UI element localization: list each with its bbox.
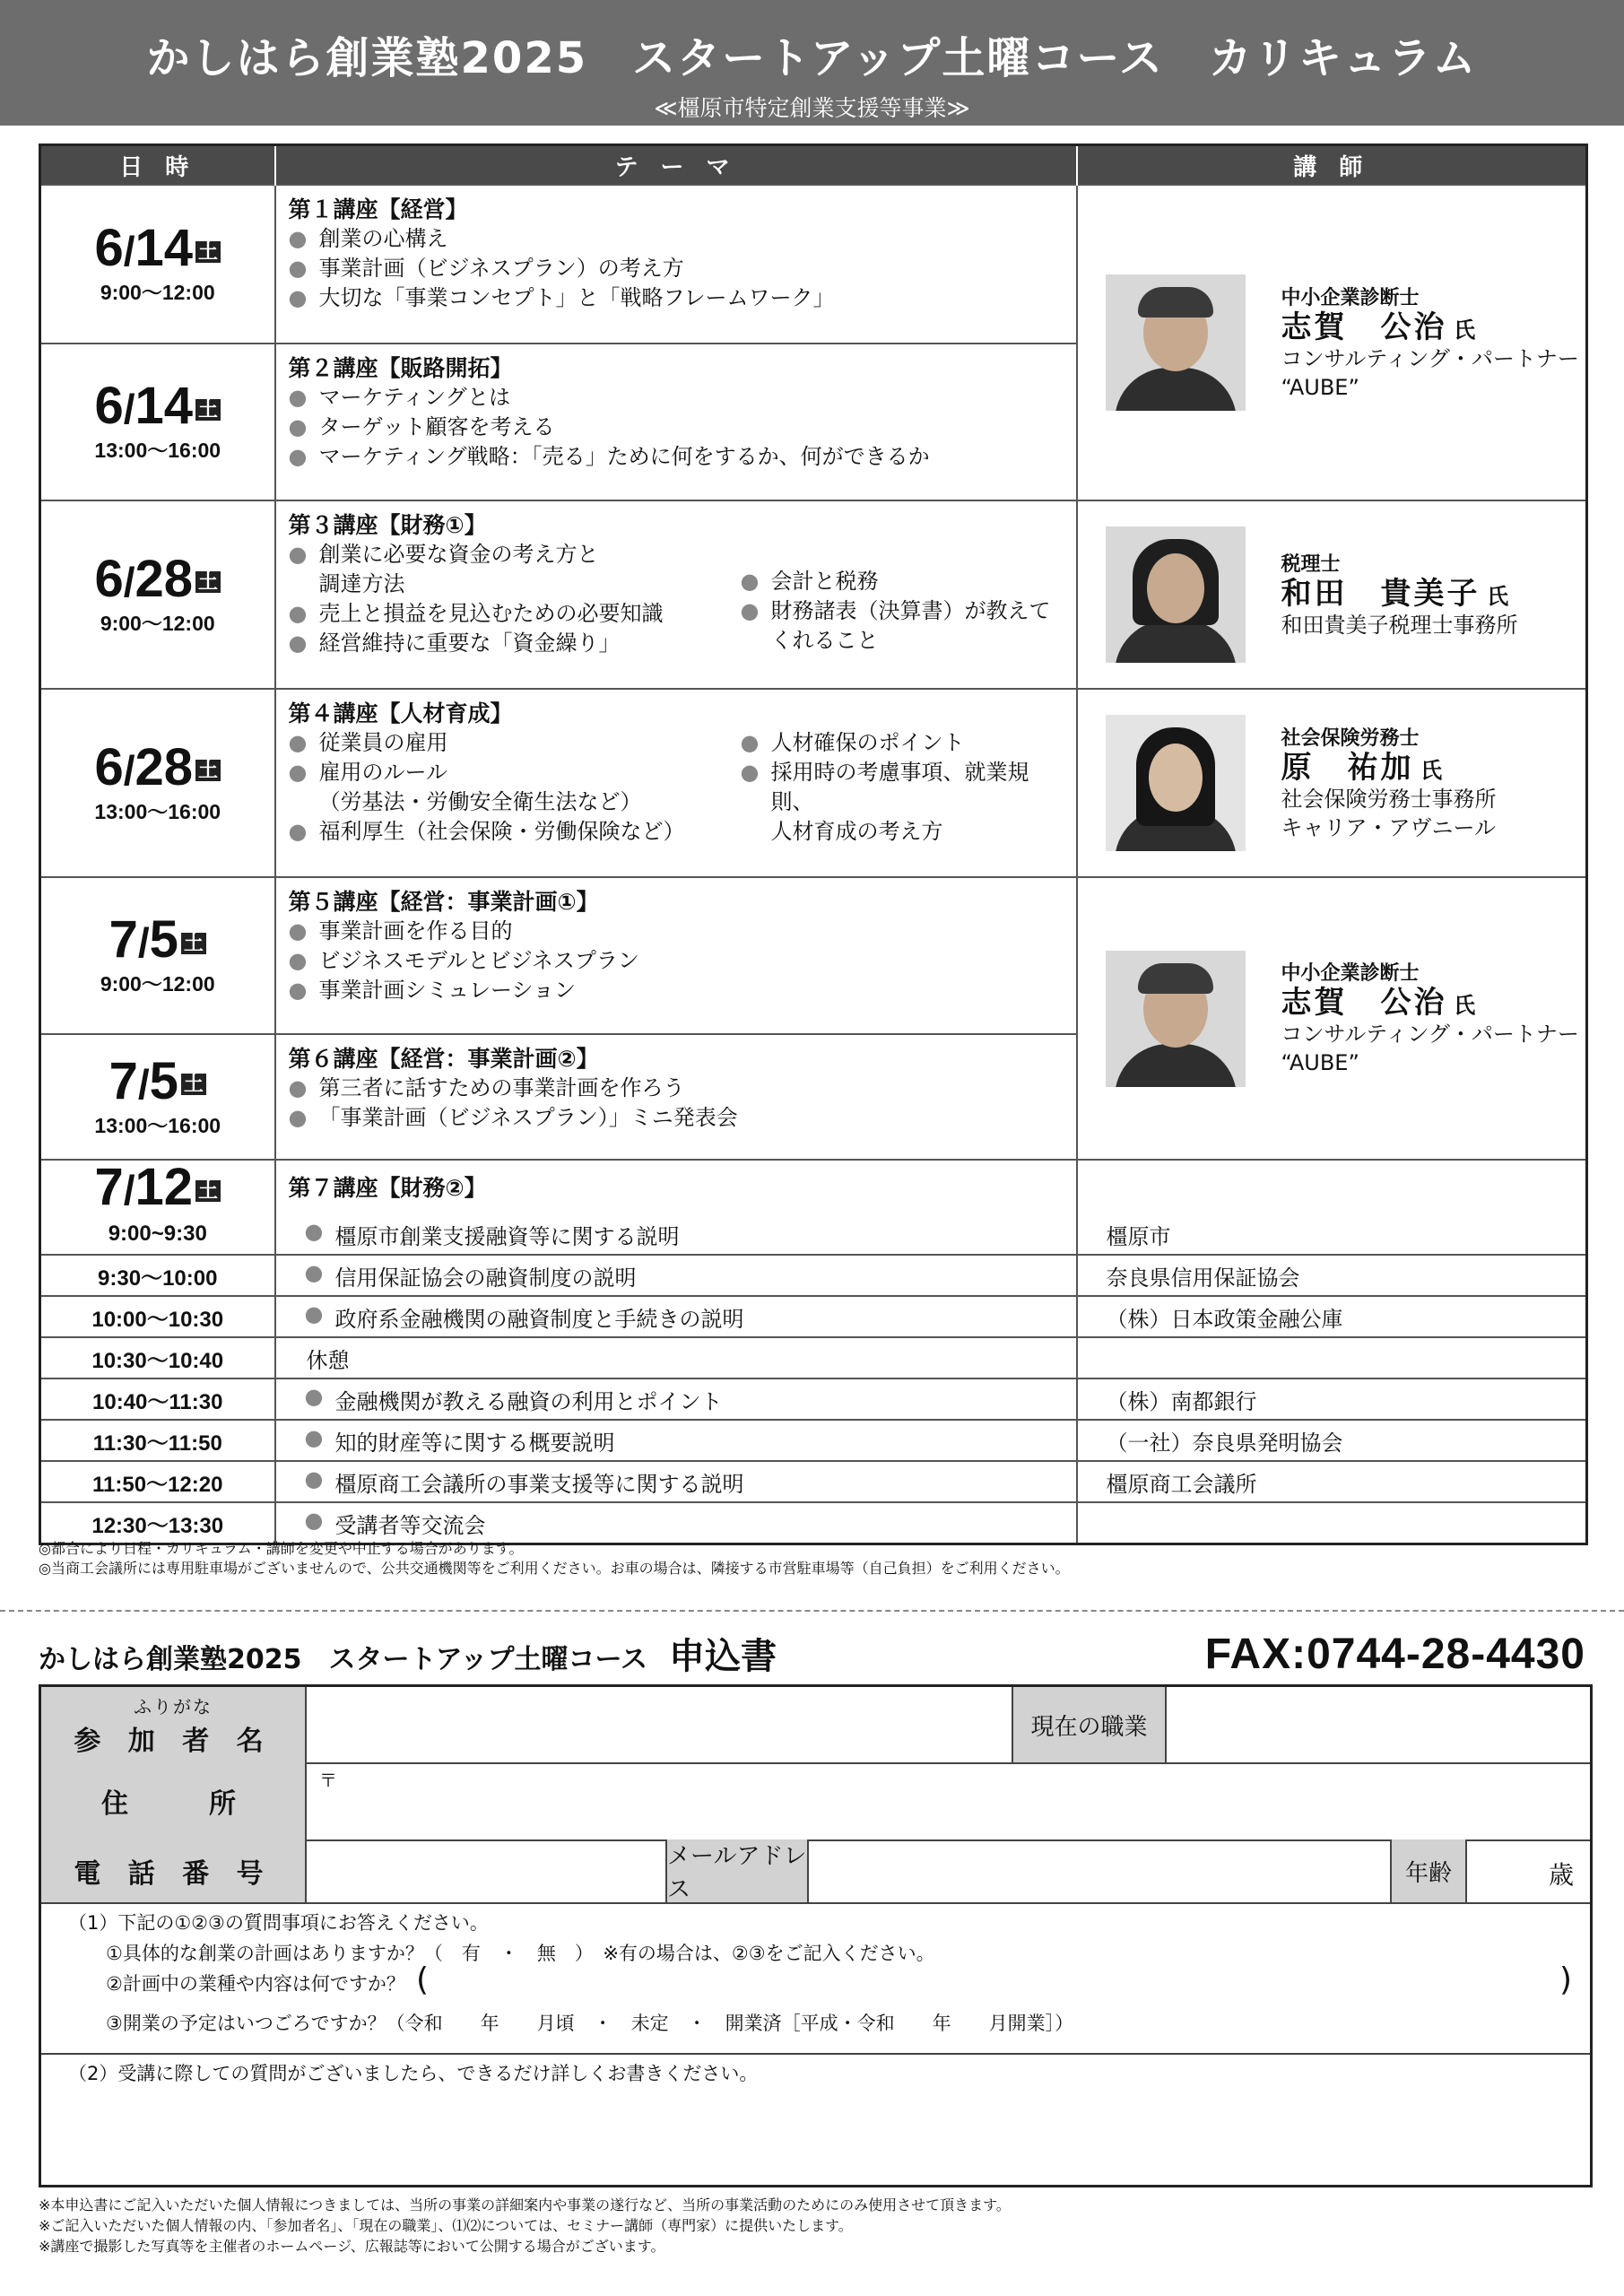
phone-row xyxy=(41,1839,1590,1904)
org-cell: （株）日本政策金融公庫 xyxy=(1077,1296,1587,1337)
business-content-field[interactable] xyxy=(436,1967,1548,1999)
session-title: 第２講座【販路開拓】 xyxy=(288,355,513,381)
list-item: ● 採用時の考慮事項、就業規則、 xyxy=(741,758,1064,817)
session-time: 9:00～12:00 xyxy=(100,281,215,304)
theme-cell: ● 政府系金融機関の融資制度と手続きの説明 xyxy=(275,1296,1077,1337)
list-item: ● 大切な「事業コンセプト」と「戦略フレームワーク」 xyxy=(289,283,1064,313)
list-item: ● 売上と損益を見込むための必要知識 xyxy=(289,599,741,629)
theme-cell: ● 知的財産等に関する概要説明 xyxy=(275,1420,1077,1461)
list-item: ● 会計と税務 xyxy=(741,567,1064,596)
time-cell: 9:00~9:30 xyxy=(40,1214,275,1255)
lecturer-role: 中小企業診断士 xyxy=(1281,962,1420,985)
lecturer-affiliation: “AUBE” xyxy=(1281,1050,1359,1075)
list-item: ● 創業に必要な資金の考え方と xyxy=(289,540,741,570)
list-item: ● 財務諸表（決算書）が教えて xyxy=(741,596,1064,626)
list-item: ● 福利厚生（社会保険・労働保険など） xyxy=(289,817,741,847)
time-cell: 10:00～10:30 xyxy=(40,1296,275,1337)
job-field[interactable] xyxy=(1167,1687,1590,1762)
note-line: ◎都合により日程・カリキュラム・講師を変更や中止する場合があります。 xyxy=(39,1540,524,1557)
time-cell: 10:30～10:40 xyxy=(40,1337,275,1378)
session-date: 6/14 土 9:00～12:00 xyxy=(40,185,275,344)
curriculum-notes xyxy=(39,1539,1070,1578)
session-theme xyxy=(275,185,1077,344)
lecturer-affiliation: 和田貴美子税理士事務所 xyxy=(1281,612,1518,638)
session-time: 9:00～12:00 xyxy=(100,611,215,635)
session-date: 6/14 土 13:00～16:00 xyxy=(40,344,275,500)
application-header xyxy=(39,1629,1585,1679)
lecturer-role: 税理士 xyxy=(1281,552,1341,576)
session-theme xyxy=(275,1034,1077,1160)
email-field[interactable] xyxy=(809,1839,1392,1902)
address-label: 住 所 xyxy=(41,1762,307,1839)
time-cell: 10:40～11:30 xyxy=(40,1378,275,1420)
session-time: 9:00～12:00 xyxy=(100,972,215,996)
question-1a: ①具体的な創業の計画はありますか？（ 有 ・ 無 ） ※有の場合は、②③をご記入ください。 xyxy=(106,1943,935,1964)
list-item: （労基法・労働安全衛生法など） xyxy=(318,789,642,814)
lecturer-cell: 社会保険労務士 原 祐加 氏 社会保険労務士事務所 キャリア・アヴニール xyxy=(1077,689,1587,877)
lecturer-affiliation: コンサルティング・パートナー xyxy=(1281,345,1579,371)
question-1b: ②計画中の業種や内容は何ですか？ xyxy=(106,1973,405,1995)
header-theme: テ ー マ xyxy=(275,145,1077,186)
session-theme xyxy=(275,500,1077,689)
question-1-block xyxy=(41,1902,1590,2055)
session-time: 13:00～16:00 xyxy=(94,799,221,823)
session-row xyxy=(40,689,1587,877)
lecturer-affiliation: 社会保険労務士事務所 xyxy=(1281,786,1497,812)
session-date: 6/28 土 13:00～16:00 xyxy=(40,689,275,877)
privacy-notes xyxy=(39,2195,1011,2257)
lecturer-affiliation: “AUBE” xyxy=(1281,374,1359,400)
session-date: 7/5 土 9:00～12:00 xyxy=(40,877,275,1034)
note-line: ※ご記入いただいた個人情報の内、「参加者名」、「現在の職業」、⑴⑵については、セミナー講師（専門家）に提供いたします。 xyxy=(39,2217,853,2234)
session-date: 7/12 土 xyxy=(40,1160,275,1214)
lecturer-role: 中小企業診断士 xyxy=(1281,286,1420,309)
session-row xyxy=(40,1160,1587,1214)
question-2-field[interactable] xyxy=(59,2092,1572,2175)
age-field[interactable] xyxy=(1467,1839,1590,1902)
question-2: （2）受講に際しての質問がございましたら、できるだけ詳しくお書きください。 xyxy=(68,2063,759,2084)
question-1c: ③開業の予定はいつごろですか？（令和 年 月頃 ・ 未定 ・ 開業済［平成・令和 年 月開業］） xyxy=(106,2013,1074,2034)
list-item: ● 従業員の雇用 xyxy=(289,728,741,758)
list-item: 人材育成の考え方 xyxy=(770,819,943,844)
list-item: くれること xyxy=(770,628,879,653)
session-theme xyxy=(275,344,1077,500)
session-title: 第５講座【経営：事業計画①】 xyxy=(288,889,599,915)
theme-cell: ● 信用保証協会の融資制度の説明 xyxy=(275,1255,1077,1296)
session-row xyxy=(40,500,1587,689)
furigana-label: ふりがな xyxy=(134,1695,213,1718)
lecturer-name: 志賀 公治 xyxy=(1281,985,1447,1021)
name-field[interactable] xyxy=(307,1687,1012,1762)
application-title-big: 申込書 xyxy=(669,1636,777,1677)
list-item: ● 事業計画シミュレーション xyxy=(289,976,1064,1005)
table-row xyxy=(40,1378,1587,1420)
table-row xyxy=(40,1420,1587,1461)
age-label: 年齢 xyxy=(1392,1839,1467,1902)
lecturer-cell xyxy=(1077,1160,1587,1214)
phone-label: 電 話 番 号 xyxy=(41,1839,307,1902)
session-title: 第３講座【財務①】 xyxy=(288,512,487,538)
lecturer-affiliation: キャリア・アヴニール xyxy=(1281,814,1497,840)
theme-cell: ● 金融機関が教える融資の利用とポイント xyxy=(275,1378,1077,1420)
org-cell: 橿原市 xyxy=(1077,1214,1587,1255)
lecturer-role: 社会保険労務士 xyxy=(1281,726,1420,750)
org-cell: 橿原商工会議所 xyxy=(1077,1461,1587,1502)
note-line: ◎当商工会議所には専用駐車場がございませんので、公共交通機関等をご利用ください。お車の場合は、隣接する市営駐車場等（自己負担）をご利用ください。 xyxy=(39,1560,1070,1577)
time-cell: 12:30～13:30 xyxy=(40,1502,275,1544)
list-item: ● 人材確保のポイント xyxy=(741,728,1064,758)
email-label: メールアドレス xyxy=(665,1839,809,1902)
list-item: ● 「事業計画（ビジネスプラン）」ミニ発表会 xyxy=(289,1103,1064,1133)
lecturer-photo xyxy=(1106,951,1246,1087)
lecturer-name: 原 祐加 xyxy=(1281,749,1414,786)
session-row xyxy=(40,185,1587,344)
session-title: 第７講座【財務②】 xyxy=(288,1174,487,1201)
name-label: ふりがな 参 加 者 名 xyxy=(41,1687,307,1762)
application-title: かしはら創業塾2025 スタートアップ土曜コース xyxy=(39,1644,647,1675)
session-title: 第１講座【経営】 xyxy=(288,196,468,222)
session-title: 第６講座【経営：事業計画②】 xyxy=(288,1046,599,1072)
session-theme xyxy=(275,1160,1077,1214)
address-field[interactable] xyxy=(307,1762,1590,1839)
theme-cell: ● 橿原商工会議所の事業支援等に関する説明 xyxy=(275,1461,1077,1502)
age-unit: 歳 xyxy=(1548,1860,1574,1890)
list-item: ● マーケティングとは xyxy=(289,383,1064,413)
list-item: ● ビジネスモデルとビジネスプラン xyxy=(289,946,1064,976)
lecturer-cell: 税理士 和田 貴美子 氏 和田貴美子税理士事務所 xyxy=(1077,500,1587,689)
job-label: 現在の職業 xyxy=(1012,1687,1167,1762)
table-row xyxy=(40,1296,1587,1337)
table-row xyxy=(40,1214,1587,1255)
note-line: ※本申込書にご記入いただいた個人情報につきましては、当所の事業の詳細案内や事業の遂行など、当所の事業活動のためにのみ使用させて頂きます。 xyxy=(39,2196,1011,2213)
session-theme xyxy=(275,877,1077,1034)
time-cell: 9:30～10:00 xyxy=(40,1255,275,1296)
lecturer-cell: 中小企業診断士 志賀 公治 氏 コンサルティング・パートナー “AUBE” xyxy=(1077,877,1587,1160)
cut-line xyxy=(0,1610,1624,1612)
lecturer-photo xyxy=(1106,715,1246,851)
theme-cell: ● 橿原市創業支援融資等に関する説明 xyxy=(275,1214,1077,1255)
application-form xyxy=(39,1684,1593,2187)
list-item: ● 第三者に話すための事業計画を作ろう xyxy=(289,1074,1064,1103)
header-date: 日 時 xyxy=(40,145,275,186)
page-subtitle: ≪橿原市特定創業支援等事業≫ xyxy=(654,95,970,121)
list-item: ● ターゲット顧客を考える xyxy=(289,413,1064,442)
paren-close: ) xyxy=(1559,1961,1572,1998)
list-item: ● 経営維持に重要な「資金繰り」 xyxy=(289,629,741,658)
lecturer-cell: 中小企業診断士 志賀 公治 氏 コンサルティング・パートナー “AUBE” xyxy=(1077,185,1587,500)
question-1: （1）下記の①②③の質問事項にお答えください。 xyxy=(68,1912,489,1934)
list-item: ● マーケティング戦略：「売る」ために何をするか、何ができるか xyxy=(289,442,1064,472)
session-title: 第４講座【人材育成】 xyxy=(288,700,513,726)
page-header xyxy=(0,0,1624,126)
lecturer-name: 志賀 公治 xyxy=(1281,309,1447,345)
time-cell: 11:50～12:20 xyxy=(40,1461,275,1502)
theme-cell: ● 受講者等交流会 xyxy=(275,1502,1077,1544)
list-item: ● 事業計画（ビジネスプラン）の考え方 xyxy=(289,254,1064,283)
session-row xyxy=(40,877,1587,1034)
org-cell: 奈良県信用保証協会 xyxy=(1077,1255,1587,1296)
org-cell xyxy=(1077,1337,1587,1378)
name-row xyxy=(41,1687,1590,1764)
table-row xyxy=(40,1255,1587,1296)
org-cell xyxy=(1077,1502,1587,1544)
session-time: 13:00～16:00 xyxy=(94,1113,221,1137)
list-item: ● 雇用のルール xyxy=(289,758,741,787)
session-date: 6/28 土 9:00～12:00 xyxy=(40,500,275,689)
address-row xyxy=(41,1762,1590,1841)
session-theme xyxy=(275,689,1077,877)
list-item: ● 事業計画を作る目的 xyxy=(289,917,1064,946)
postal-mark: 〒 xyxy=(319,1770,337,1791)
curriculum-table xyxy=(39,144,1588,1545)
time-cell: 11:30～11:50 xyxy=(40,1420,275,1461)
table-row xyxy=(40,1461,1587,1502)
lecturer-photo xyxy=(1106,274,1246,411)
lecturer-name: 和田 貴美子 xyxy=(1281,575,1481,612)
lecturer-photo xyxy=(1106,526,1246,663)
phone-field[interactable] xyxy=(307,1839,665,1902)
page-title: かしはら創業塾2025 スタートアップ土曜コース カリキュラム xyxy=(146,33,1478,83)
paren-open: ( xyxy=(416,1961,430,1998)
list-item: 調達方法 xyxy=(318,571,405,596)
org-cell: （一社）奈良県発明協会 xyxy=(1077,1420,1587,1461)
note-line: ※講座で撮影した写真等を主催者のホームページ、広報誌等において公開する場合がございます。 xyxy=(39,2238,665,2255)
session-time: 13:00～16:00 xyxy=(94,439,221,462)
fax-number: FAX:0744-28-4430 xyxy=(1204,1631,1585,1678)
session-date: 7/5 土 13:00～16:00 xyxy=(40,1034,275,1160)
table-row xyxy=(40,1502,1587,1544)
header-lecturer: 講 師 xyxy=(1077,145,1587,186)
table-header-row xyxy=(40,145,1587,186)
org-cell: （株）南都銀行 xyxy=(1077,1378,1587,1420)
lecturer-affiliation: コンサルティング・パートナー xyxy=(1281,1022,1579,1047)
theme-cell: 休憩 xyxy=(275,1337,1077,1378)
list-item: ● 創業の心構え xyxy=(289,224,1064,254)
question-2-block xyxy=(41,2053,1590,2182)
table-row xyxy=(40,1337,1587,1378)
